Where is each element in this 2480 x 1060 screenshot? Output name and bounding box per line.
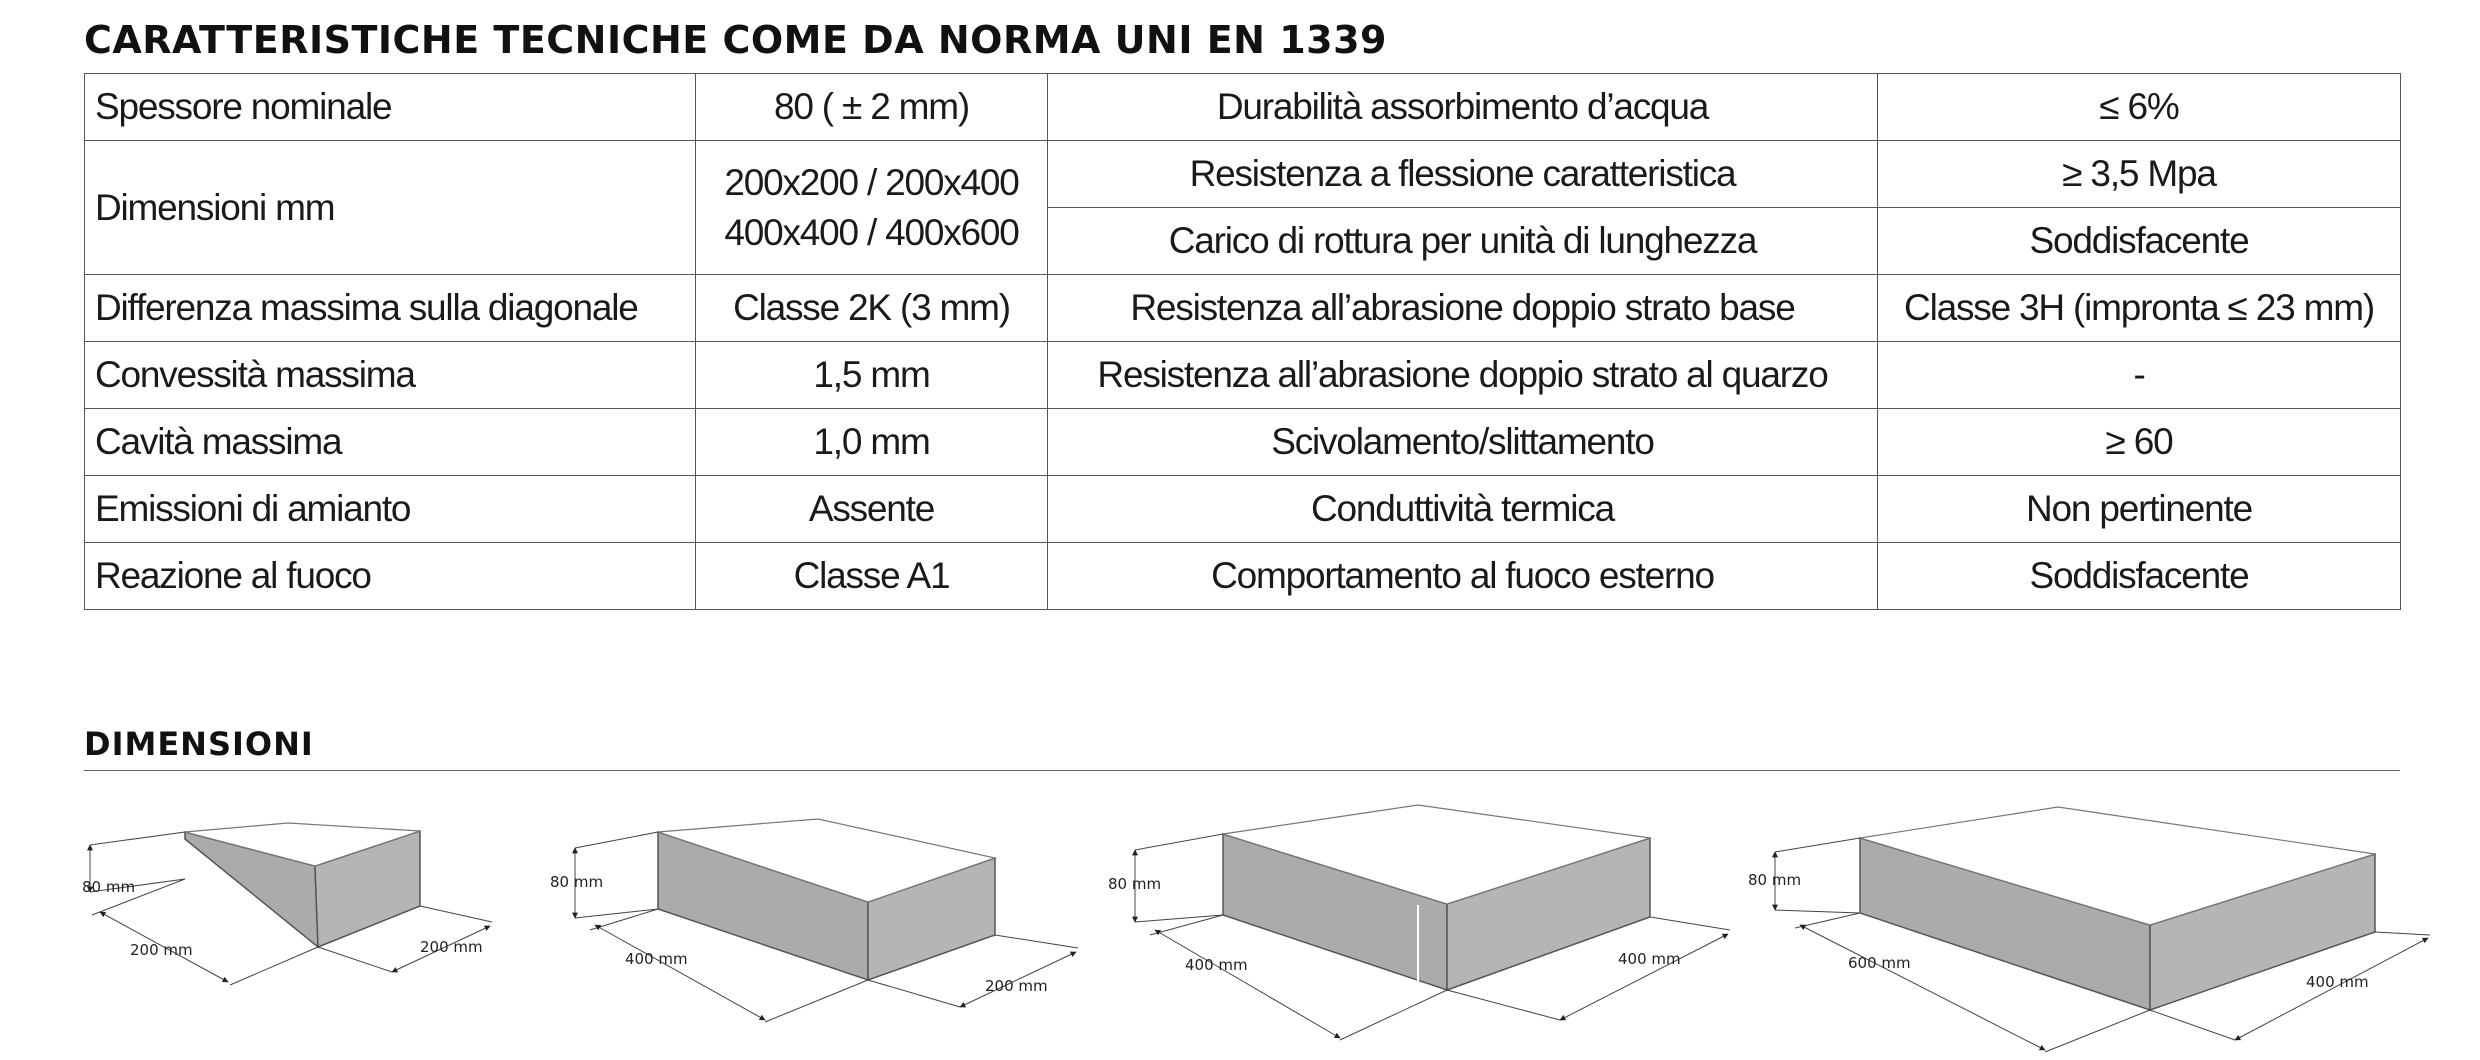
property-cell: Differenza massima sulla diagonale <box>85 275 696 342</box>
table-row <box>85 476 2401 543</box>
value-cell: 80 ( ± 2 mm) <box>696 74 1048 141</box>
paver-block-600x400 <box>1748 807 2430 1052</box>
paver-dimension-diagrams <box>0 780 2480 1060</box>
length-label: 600 mm <box>1848 954 1911 972</box>
length-label: 400 mm <box>1185 956 1248 974</box>
length-label: 400 mm <box>625 950 688 968</box>
dimensions-heading: DIMENSIONI <box>84 725 314 763</box>
technical-specs-table <box>84 73 2401 610</box>
paver-block-200x200 <box>82 823 492 985</box>
value-line: 200x200 / 200x400 <box>724 161 1019 203</box>
width-label: 400 mm <box>1618 950 1681 968</box>
property-cell: Emissioni di amianto <box>85 476 696 543</box>
height-label: 80 mm <box>1108 875 1162 893</box>
table-row <box>85 409 2401 476</box>
property-cell: Resistenza all’abrasione doppio strato al quarzo <box>1048 342 1878 409</box>
value-cell: Classe 3H (impronta ≤ 23 mm) <box>1878 275 2401 342</box>
section-divider <box>84 770 2400 771</box>
property-cell: Reazione al fuoco <box>85 543 696 610</box>
paver-block-400x200 <box>550 819 1078 1022</box>
property-cell: Cavità massima <box>85 409 696 476</box>
width-label: 400 mm <box>2306 973 2369 991</box>
value-cell: Non pertinente <box>1878 476 2401 543</box>
property-cell: Resistenza all’abrasione doppio strato base <box>1048 275 1878 342</box>
value-cell: 1,0 mm <box>696 409 1048 476</box>
length-label: 200 mm <box>130 941 193 959</box>
property-cell: Comportamento al fuoco esterno <box>1048 543 1878 610</box>
table-row <box>85 74 2401 141</box>
width-label: 200 mm <box>985 977 1048 995</box>
page-title: CARATTERISTICHE TECNICHE COME DA NORMA UNI EN 1339 <box>84 18 1387 62</box>
height-label: 80 mm <box>82 878 136 896</box>
value-cell: Classe 2K (3 mm) <box>696 275 1048 342</box>
value-cell: Soddisfacente <box>1878 208 2401 275</box>
value-cell: - <box>1878 342 2401 409</box>
property-cell: Durabilità assorbimento d’acqua <box>1048 74 1878 141</box>
paver-block-400x400 <box>1108 805 1730 1040</box>
value-cell: Classe A1 <box>696 543 1048 610</box>
value-cell: ≥ 60 <box>1878 409 2401 476</box>
property-cell: Conduttività termica <box>1048 476 1878 543</box>
value-cell: Assente <box>696 476 1048 543</box>
property-cell: Spessore nominale <box>85 74 696 141</box>
value-cell: ≤ 6% <box>1878 74 2401 141</box>
width-label: 200 mm <box>420 938 483 956</box>
value-cell: ≥ 3,5 Mpa <box>1878 141 2401 208</box>
table-row <box>85 543 2401 610</box>
property-cell: Resistenza a flessione caratteristica <box>1048 141 1878 208</box>
property-cell: Convessità massima <box>85 342 696 409</box>
value-cell <box>696 141 1048 275</box>
property-cell: Carico di rottura per unità di lunghezza <box>1048 208 1878 275</box>
table-row <box>85 141 2401 208</box>
value-cell: 1,5 mm <box>696 342 1048 409</box>
table-row <box>85 275 2401 342</box>
property-cell: Dimensioni mm <box>85 141 696 275</box>
value-cell: Soddisfacente <box>1878 543 2401 610</box>
height-label: 80 mm <box>550 873 604 891</box>
height-label: 80 mm <box>1748 871 1802 889</box>
property-cell: Scivolamento/slittamento <box>1048 409 1878 476</box>
value-line: 400x400 / 400x600 <box>724 211 1019 253</box>
table-row <box>85 342 2401 409</box>
